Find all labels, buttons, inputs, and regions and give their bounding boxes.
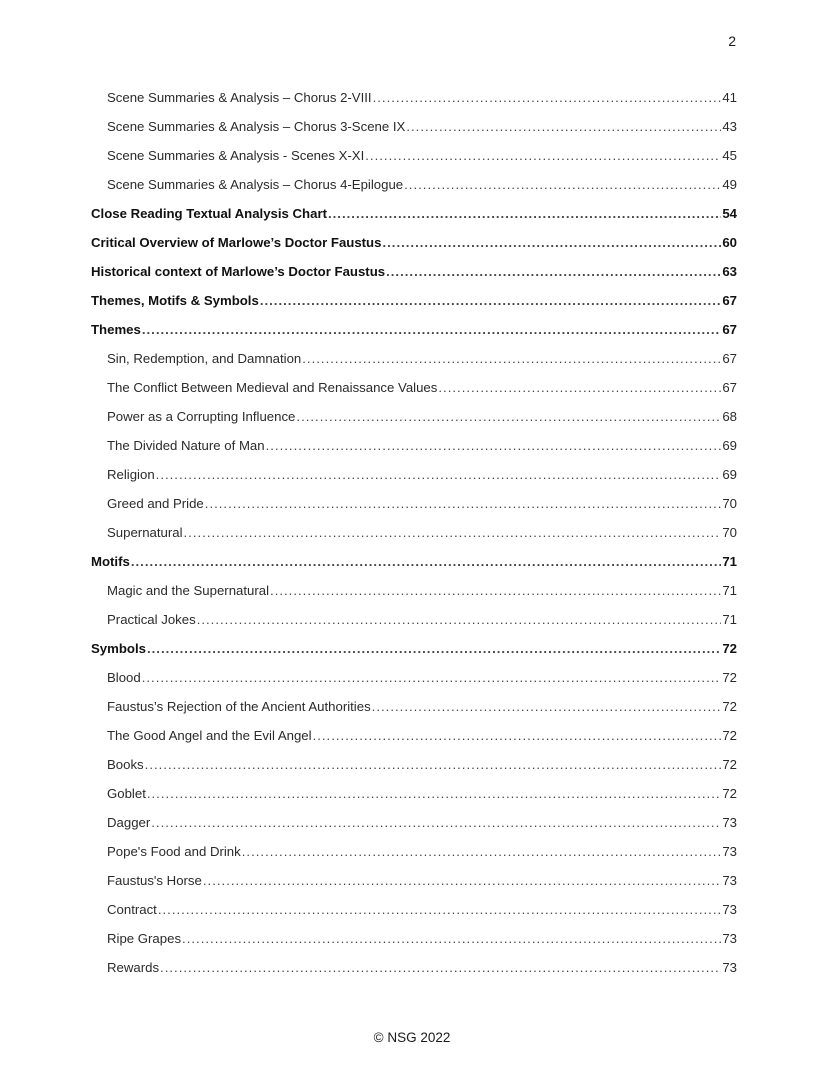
toc-dot-leader	[156, 460, 722, 489]
toc-entry[interactable]	[91, 402, 737, 431]
toc-entry[interactable]	[91, 634, 737, 663]
toc-entry-title: Power as a Corrupting Influence	[107, 409, 296, 424]
toc-entry-title: The Good Angel and the Evil Angel	[107, 728, 312, 743]
toc-dot-leader	[182, 924, 721, 953]
toc-entry-title: Faustus's Horse	[107, 873, 202, 888]
toc-entry-title: Scene Summaries & Analysis – Chorus 3-Scene IX	[107, 119, 406, 134]
toc-entry[interactable]	[91, 605, 737, 634]
toc-entry-title: Historical context of Marlowe’s Doctor Faustus	[91, 264, 386, 279]
toc-entry-page: 72	[722, 786, 737, 801]
toc-entry-page: 67	[722, 322, 737, 337]
toc-dot-leader	[145, 750, 722, 779]
toc-entry-title: Greed and Pride	[107, 496, 204, 511]
toc-dot-leader	[296, 402, 721, 431]
toc-dot-leader	[147, 779, 721, 808]
toc-entry[interactable]	[91, 953, 737, 982]
toc-entry-title: Scene Summaries & Analysis – Chorus 2-VIII	[107, 90, 372, 105]
toc-entry-page: 72	[722, 699, 737, 714]
toc-entry-page: 69	[722, 438, 737, 453]
toc-entry[interactable]	[91, 808, 737, 837]
toc-entry[interactable]	[91, 837, 737, 866]
toc-entry-title: Themes	[91, 322, 141, 337]
toc-entry-page: 72	[722, 670, 737, 685]
toc-dot-leader	[270, 576, 721, 605]
toc-entry[interactable]	[91, 431, 737, 460]
toc-dot-leader	[406, 112, 721, 141]
toc-entry[interactable]	[91, 750, 737, 779]
toc-entry-page: 41	[722, 90, 737, 105]
toc-dot-leader	[313, 721, 722, 750]
toc-dot-leader	[404, 170, 721, 199]
toc-entry[interactable]	[91, 83, 737, 112]
toc-entry-page: 69	[722, 467, 737, 482]
toc-dot-leader	[373, 83, 722, 112]
toc-entry[interactable]	[91, 257, 737, 286]
toc-entry-page: 73	[722, 844, 737, 859]
toc-dot-leader	[260, 286, 722, 315]
toc-dot-leader	[438, 373, 721, 402]
toc-entry-page: 71	[722, 554, 737, 569]
toc-dot-leader	[372, 692, 722, 721]
toc-entry-page: 72	[722, 757, 737, 772]
toc-entry-title: Faustus’s Rejection of the Ancient Authorities	[107, 699, 371, 714]
toc-entry-title: Scene Summaries & Analysis – Chorus 4-Epilogue	[107, 177, 404, 192]
toc-entry-page: 68	[722, 409, 737, 424]
toc-entry-title: Symbols	[91, 641, 146, 656]
toc-entry-page: 71	[722, 583, 737, 598]
toc-entry-page: 45	[722, 148, 737, 163]
toc-entry-page: 43	[722, 119, 737, 134]
toc-entry[interactable]	[91, 518, 737, 547]
toc-dot-leader	[328, 199, 721, 228]
toc-entry[interactable]	[91, 286, 737, 315]
toc-entry[interactable]	[91, 460, 737, 489]
toc-entry-page: 73	[722, 815, 737, 830]
toc-dot-leader	[197, 605, 722, 634]
toc-entry-title: Themes, Motifs & Symbols	[91, 293, 259, 308]
toc-entry[interactable]	[91, 141, 737, 170]
toc-entry[interactable]	[91, 315, 737, 344]
toc-dot-leader	[147, 634, 721, 663]
toc-dot-leader	[203, 866, 721, 895]
toc-dot-leader	[266, 431, 722, 460]
toc-entry-page: 70	[722, 496, 737, 511]
toc-entry[interactable]	[91, 692, 737, 721]
toc-entry-page: 60	[722, 235, 737, 250]
toc-entry[interactable]	[91, 924, 737, 953]
toc-entry-title: The Conflict Between Medieval and Renaissance Values	[107, 380, 438, 395]
table-of-contents	[91, 83, 737, 982]
toc-entry-title: Books	[107, 757, 144, 772]
toc-entry[interactable]	[91, 547, 737, 576]
toc-entry-page: 54	[722, 206, 737, 221]
toc-entry-page: 67	[722, 380, 737, 395]
toc-entry-title: Religion	[107, 467, 155, 482]
toc-entry-page: 70	[722, 525, 737, 540]
toc-dot-leader	[131, 547, 722, 576]
toc-entry-page: 73	[722, 960, 737, 975]
toc-entry-page: 72	[722, 728, 737, 743]
toc-entry-title: Supernatural	[107, 525, 183, 540]
toc-entry[interactable]	[91, 112, 737, 141]
toc-entry-title: Dagger	[107, 815, 151, 830]
toc-entry-title: Close Reading Textual Analysis Chart	[91, 206, 327, 221]
toc-entry-page: 73	[722, 873, 737, 888]
toc-entry-title: Goblet	[107, 786, 146, 801]
toc-entry-title: Rewards	[107, 960, 160, 975]
toc-dot-leader	[160, 953, 721, 982]
toc-entry[interactable]	[91, 489, 737, 518]
toc-dot-leader	[142, 315, 721, 344]
toc-dot-leader	[151, 808, 721, 837]
toc-entry[interactable]	[91, 228, 737, 257]
toc-entry-title: Pope's Food and Drink	[107, 844, 241, 859]
toc-entry[interactable]	[91, 199, 737, 228]
toc-entry[interactable]	[91, 344, 737, 373]
toc-entry-title: Scene Summaries & Analysis - Scenes X-XI	[107, 148, 365, 163]
toc-entry-title: The Divided Nature of Man	[107, 438, 265, 453]
toc-entry-page: 72	[722, 641, 737, 656]
toc-entry-page: 73	[722, 902, 737, 917]
toc-entry[interactable]	[91, 170, 737, 199]
toc-entry-page: 67	[722, 351, 737, 366]
toc-entry-title: Magic and the Supernatural	[107, 583, 270, 598]
toc-entry-page: 73	[722, 931, 737, 946]
toc-entry-title: Contract	[107, 902, 157, 917]
toc-entry[interactable]	[91, 576, 737, 605]
toc-dot-leader	[158, 895, 721, 924]
toc-entry-page: 67	[722, 293, 737, 308]
toc-entry[interactable]	[91, 779, 737, 808]
toc-entry-title: Practical Jokes	[107, 612, 196, 627]
toc-dot-leader	[205, 489, 722, 518]
toc-entry[interactable]	[91, 373, 737, 402]
toc-dot-leader	[386, 257, 721, 286]
footer-copyright: © NSG 2022	[373, 1030, 451, 1045]
toc-dot-leader	[382, 228, 721, 257]
toc-dot-leader	[142, 663, 722, 692]
toc-dot-leader	[302, 344, 721, 373]
toc-entry-page: 71	[722, 612, 737, 627]
toc-dot-leader	[184, 518, 722, 547]
toc-entry[interactable]	[91, 663, 737, 692]
toc-entry-title: Blood	[107, 670, 141, 685]
toc-entry-title: Critical Overview of Marlowe’s Doctor Faustus	[91, 235, 382, 250]
toc-entry-page: 49	[722, 177, 737, 192]
toc-entry-title: Motifs	[91, 554, 130, 569]
toc-dot-leader	[242, 837, 722, 866]
toc-entry[interactable]	[91, 866, 737, 895]
toc-entry-title: Sin, Redemption, and Damnation	[107, 351, 302, 366]
toc-entry-title: Ripe Grapes	[107, 931, 182, 946]
page-number: 2	[728, 33, 736, 49]
toc-dot-leader	[365, 141, 721, 170]
toc-entry[interactable]	[91, 721, 737, 750]
toc-entry-page: 63	[722, 264, 737, 279]
toc-entry[interactable]	[91, 895, 737, 924]
